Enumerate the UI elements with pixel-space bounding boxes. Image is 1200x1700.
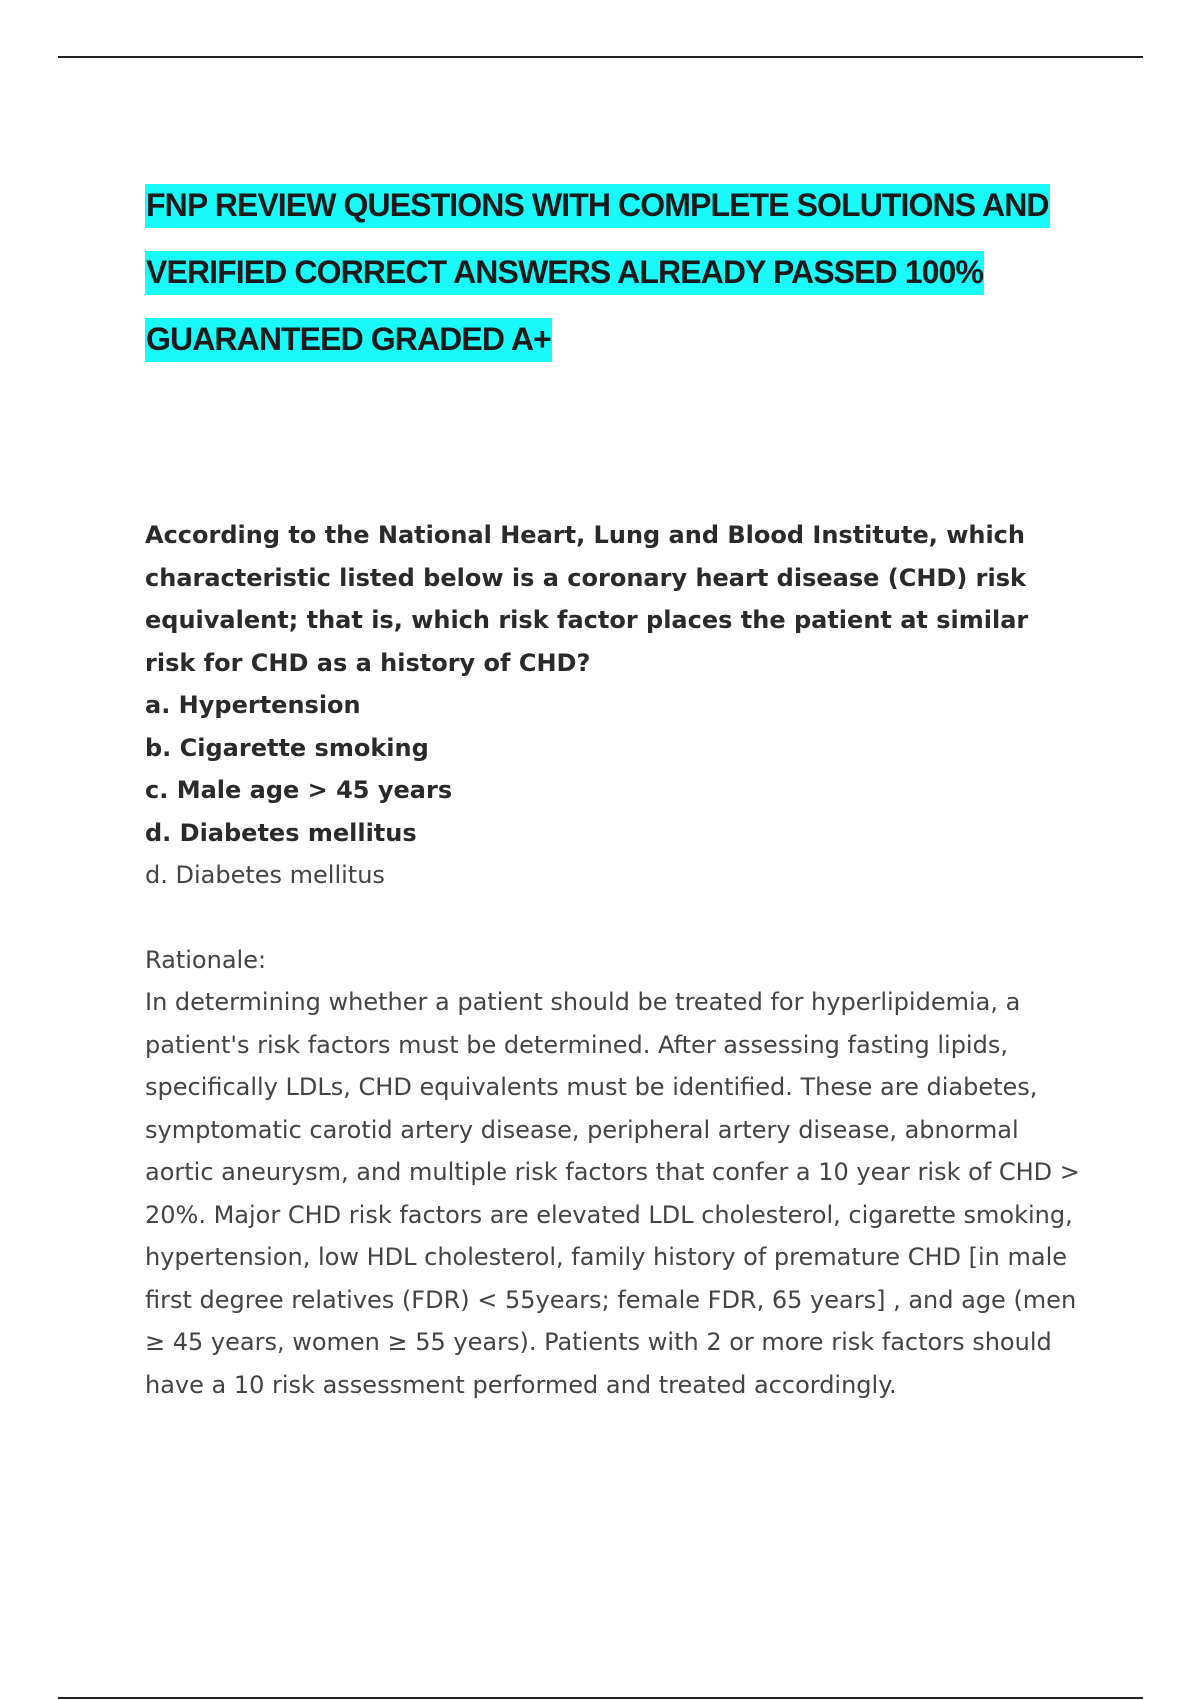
question-line: According to the National Heart, Lung and Blood Institute, which [145, 521, 1025, 549]
correct-answer: d. Diabetes mellitus [145, 861, 385, 889]
rationale-line: 20%. Major CHD risk factors are elevated LDL cholesterol, cigarette smoking, [145, 1200, 1073, 1229]
top-rule [58, 56, 1143, 58]
rationale-line: patient's risk factors must be determined. After assessing fasting lipids, [145, 1030, 1008, 1059]
rationale-line: symptomatic carotid artery disease, peripheral artery disease, abnormal [145, 1115, 1019, 1144]
option-d: d. Diabetes mellitus [145, 818, 417, 847]
rationale-text [145, 981, 1095, 1406]
question-line: equivalent; that is, which risk factor places the patient at similar [145, 606, 1029, 634]
title-line: GUARANTEED GRADED A+ [145, 318, 1145, 385]
rationale-line: ≥ 45 years, women ≥ 55 years). Patients with 2 or more risk factors should [145, 1328, 1052, 1356]
title-line: FNP REVIEW QUESTIONS WITH COMPLETE SOLUTIONS AND [145, 184, 1145, 251]
rationale-line: In determining whether a patient should be treated for hyperlipidemia, a [145, 988, 1021, 1016]
option-a: a. Hypertension [145, 691, 361, 719]
answer-options [145, 684, 452, 854]
option-b: b. Cigarette smoking [145, 733, 429, 762]
rationale-line: aortic aneurysm, and multiple risk factors that confer a 10 year risk of CHD > [145, 1158, 1080, 1186]
rationale-label: Rationale: [145, 946, 267, 974]
question-line: characteristic listed below is a coronary heart disease (CHD) risk [145, 563, 1026, 592]
question-text [145, 514, 1095, 684]
rationale-line: first degree relatives (FDR) < 55years; female FDR, 65 years] , and age (men [145, 1285, 1077, 1314]
document-title [145, 184, 1145, 385]
question-line: risk for CHD as a history of CHD? [145, 648, 591, 677]
rationale-line: have a 10 risk assessment performed and treated accordingly. [145, 1370, 897, 1399]
rationale-line: hypertension, low HDL cholesterol, family history of premature CHD [in male [145, 1243, 1068, 1271]
title-line: VERIFIED CORRECT ANSWERS ALREADY PASSED 100% [145, 251, 1145, 318]
bottom-rule [58, 1697, 1143, 1699]
rationale-line: specifically LDLs, CHD equivalents must be identified. These are diabetes, [145, 1073, 1038, 1101]
option-c: c. Male age > 45 years [145, 776, 453, 804]
